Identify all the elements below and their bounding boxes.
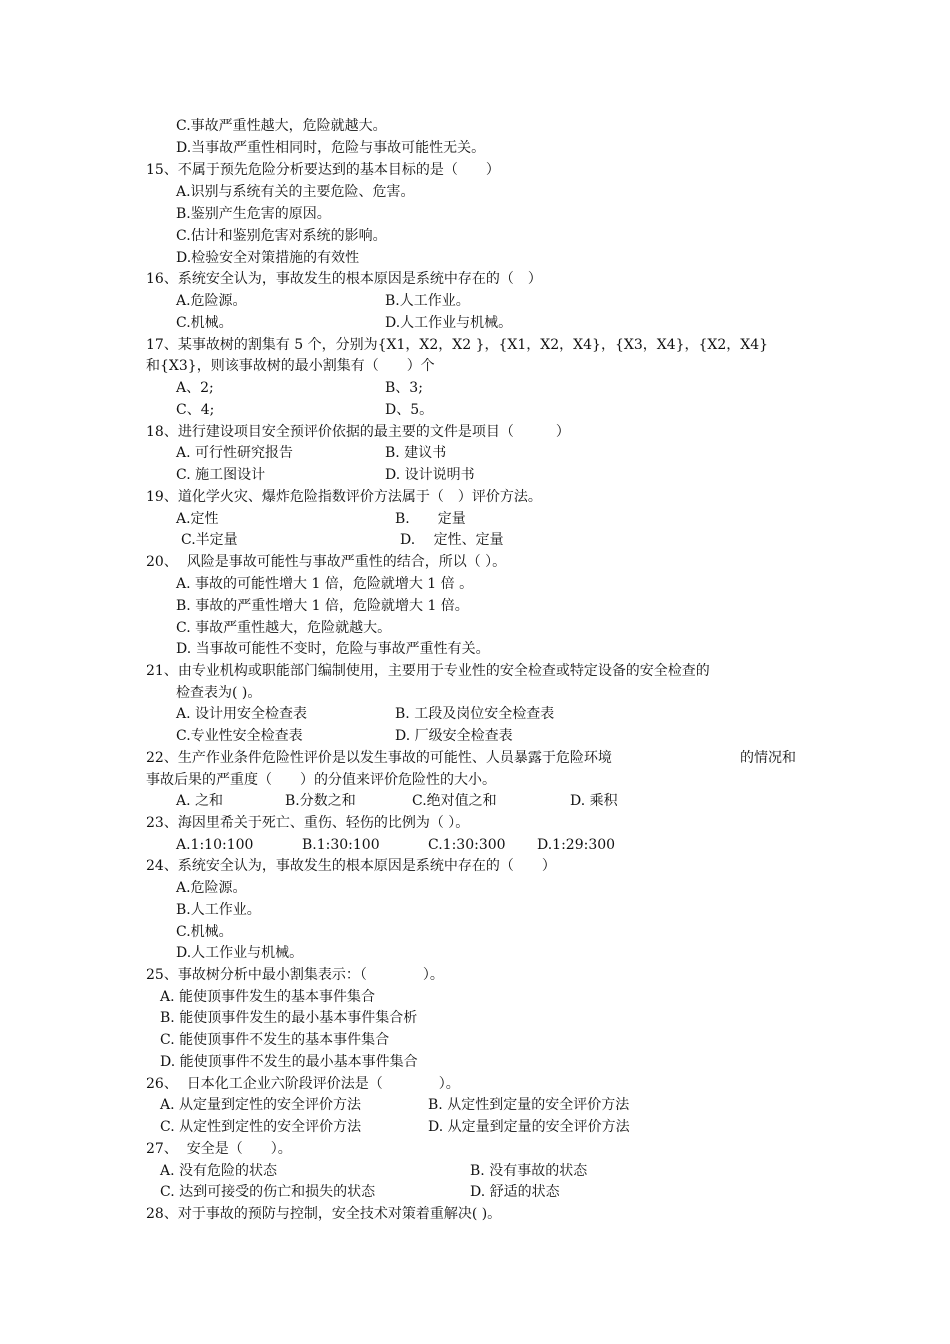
option-a: A、2;: [176, 380, 214, 396]
option-d: D. 舒适的状态: [470, 1184, 560, 1200]
option-c: C. 从定性到定性的安全评价方法: [160, 1119, 362, 1135]
option-line: D. 当事故可能性不变时，危险与事故严重性有关。: [176, 641, 490, 657]
question-17-cont: 和{X3}，则该事故树的最小割集有（ ）个: [146, 358, 435, 374]
option-b: B、3;: [385, 380, 423, 396]
option-d: D. 乘积: [570, 793, 618, 809]
option-line: C.机械。: [176, 924, 233, 940]
question-26: 26、 日本化工企业六阶段评价法是（ ）。: [146, 1076, 460, 1092]
option-c: C、4;: [176, 402, 215, 418]
question-20: 20、 风险是事故可能性与事故严重性的结合，所以（ ）。: [146, 554, 507, 570]
question-24: 24、系统安全认为，事故发生的根本原因是系统中存在的（ ）: [146, 858, 556, 874]
option-b: B. 建议书: [385, 445, 447, 461]
option-d: D. 从定量到定量的安全评价方法: [428, 1119, 630, 1135]
question-21-cont: 检查表为( )。: [176, 685, 262, 701]
option-line: D.当事故严重性相同时，危险与事故可能性无关。: [176, 140, 486, 156]
option-line: C.估计和鉴别危害对系统的影响。: [176, 228, 387, 244]
option-line: C. 事故严重性越大，危险就越大。: [176, 620, 392, 636]
option-b: B.分数之和: [285, 793, 356, 809]
option-a: A. 可行性研究报告: [176, 445, 294, 461]
question-25: 25、事故树分析中最小割集表示：（ ）。: [146, 967, 444, 983]
option-line: D.检验安全对策措施的有效性: [176, 250, 360, 266]
option-b: B. 从定性到定量的安全评价方法: [428, 1097, 630, 1113]
option-b: B. 没有事故的状态: [470, 1163, 588, 1179]
option-line: D. 能使顶事件不发生的最小基本事件集合: [160, 1054, 418, 1070]
option-b: B.人工作业。: [385, 293, 470, 309]
option-d: D、5。: [385, 402, 434, 418]
question-18: 18、进行建设项目安全预评价依据的最主要的文件是项目（ ）: [146, 424, 570, 440]
option-d: D. 厂级安全检查表: [395, 728, 513, 744]
option-line: B.鉴别产生危害的原因。: [176, 206, 331, 222]
option-line: B.人工作业。: [176, 902, 261, 918]
option-b: B. 定量: [395, 511, 466, 527]
option-a: A. 之和: [176, 793, 224, 809]
option-line: C. 能使顶事件不发生的基本事件集合: [160, 1032, 390, 1048]
question-16: 16、系统安全认为，事故发生的根本原因是系统中存在的（ ）: [146, 271, 542, 287]
option-line: B. 事故的严重性增大 1 倍，危险就增大 1 倍。: [176, 598, 469, 614]
option-a: A.危险源。: [176, 293, 247, 309]
question-27: 27、 安全是（ ）。: [146, 1141, 292, 1157]
option-a: A.定性: [176, 511, 219, 527]
option-c: C.半定量: [181, 532, 238, 548]
option-line: A. 能使顶事件发生的基本事件集合: [160, 989, 376, 1005]
option-d: D. 设计说明书: [385, 467, 475, 483]
option-a: A.1:10:100: [176, 837, 254, 853]
question-28: 28、对于事故的预防与控制，安全技术对策着重解决( )。: [146, 1206, 502, 1222]
option-line: B. 能使顶事件发生的最小基本事件集合析: [160, 1010, 418, 1026]
question-23: 23、海因里希关于死亡、重伤、轻伤的比例为（ ）。: [146, 815, 470, 831]
question-22-cont: 事故后果的严重度（ ）的分值来评价危险性的大小。: [146, 772, 496, 788]
question-21: 21、由专业机构或职能部门编制使用，主要用于专业性的安全检查或特定设备的安全检查的: [146, 663, 710, 679]
option-d: D.1:29:300: [537, 837, 616, 853]
option-line: A.识别与系统有关的主要危险、危害。: [176, 184, 415, 200]
option-a: A. 从定量到定性的安全评价方法: [160, 1097, 362, 1113]
option-c: C. 施工图设计: [176, 467, 266, 483]
option-line: D.人工作业与机械。: [176, 945, 304, 961]
option-c: C.机械。: [176, 315, 233, 331]
question-15: 15、不属于预先危险分析要达到的基本目标的是（ ）: [146, 162, 500, 178]
question-17: 17、某事故树的割集有 5 个，分别为{X1，X2，X2 }，{X1，X2，X4}，{X3，X4}，{X2，X4}: [146, 337, 769, 353]
option-b: B.1:30:100: [302, 837, 380, 853]
question-22-tail: 的情况和: [740, 750, 796, 766]
option-line: C.事故严重性越大，危险就越大。: [176, 118, 387, 134]
option-line: A. 事故的可能性增大 1 倍，危险就增大 1 倍 。: [176, 576, 474, 592]
option-d: D.人工作业与机械。: [385, 315, 513, 331]
option-line: A.危险源。: [176, 880, 247, 896]
option-d: D. 定性、定量: [400, 532, 504, 548]
option-c: C.绝对值之和: [412, 793, 497, 809]
option-c: C.专业性安全检查表: [176, 728, 303, 744]
question-19: 19、道化学火灾、爆炸危险指数评价方法属于（ ）评价方法。: [146, 489, 542, 505]
option-c: C. 达到可接受的伤亡和损失的状态: [160, 1184, 376, 1200]
question-22: 22、生产作业条件危险性评价是以发生事故的可能性、人员暴露于危险环境: [146, 750, 612, 766]
option-c: C.1:30:300: [428, 837, 506, 853]
option-a: A. 没有危险的状态: [160, 1163, 278, 1179]
option-a: A. 设计用安全检查表: [176, 706, 308, 722]
option-b: B. 工段及岗位安全检查表: [395, 706, 555, 722]
